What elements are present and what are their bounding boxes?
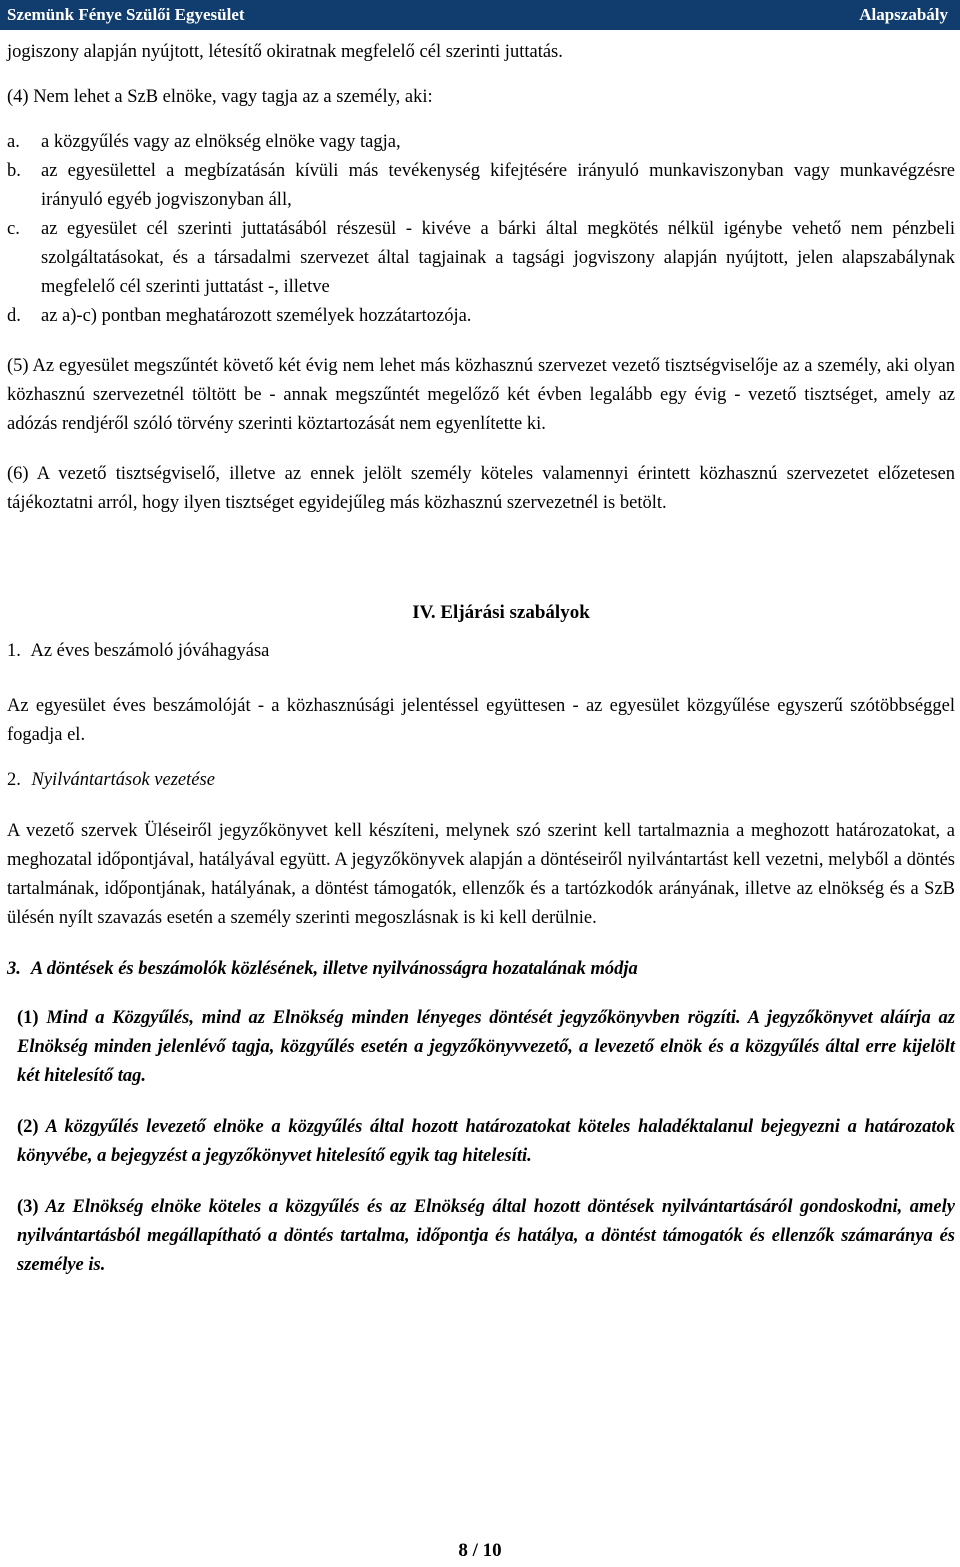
para-text: A közgyűlés levezető elnöke a közgyűlés által hozott határozatokat köteles haladéktalanul bejegyezni a határozatok könyvébe, a bejegyzést a jegyzőkönyvet hitelesítő egyik tag hitelesíti. (17, 1117, 955, 1166)
list-item-text: az egyesülettel a megbízatásán kívüli más tevékenység kifejtésére irányuló munkaviszonyban vagy munkavégzésre irányuló egyéb jogviszonyban áll, (41, 161, 955, 210)
intro-line: jogiszony alapján nyújtott, létesítő okiratnak megfelelő cél szerinti juttatás. (7, 42, 563, 62)
section-title: Az éves beszámoló jóváhagyása (30, 641, 270, 661)
list-item (7, 302, 955, 331)
p4-list (7, 128, 955, 331)
header-org-name: Szemünk Fénye Szülői Egyesület (7, 5, 245, 24)
document-body (7, 38, 955, 1280)
chapter-heading: IV. Eljárási szabályok (412, 602, 590, 623)
list-item (7, 157, 955, 215)
section-3-heading (7, 955, 955, 984)
paragraph-5: (5) Az egyesület megszűntét követő két évig nem lehet más közhasznú szervezet vezető tisztségviselője az a személy, aki olyan közhasznú szervezetnél töltött be - annak megszűntét megelőző két évben legalább egy évig - vezető tisztséget, amely az adózás rendjéről szóló törvény szerinti köztartozását nem egyenlítette ki. (7, 356, 955, 434)
section-number: 1. (7, 641, 21, 661)
list-marker: a. (7, 132, 20, 152)
para-number: (3) (17, 1197, 39, 1217)
list-marker: d. (7, 306, 21, 326)
list-marker: b. (7, 161, 21, 181)
list-item-text: az egyesület cél szerinti juttatásából részesül - kivéve a bárki által megkötés nélkül igénybe vehető nem pénzbeli szolgáltatásokat, és a társadalmi szervezet által tagjainak a tagsági jogviszony alapján nyújtott, jelen alapszabálynak megfelelő cél szerinti juttatást -, illetve (41, 219, 955, 297)
list-item (7, 128, 955, 157)
list-item-text: a közgyűlés vagy az elnökség elnöke vagy tagja, (41, 132, 401, 152)
section-2-heading (7, 766, 955, 795)
section-3-para-3 (7, 1193, 955, 1280)
section-3-para-1 (7, 1004, 955, 1091)
para-text: Az Elnökség elnöke köteles a közgyűlés és az Elnökség által hozott döntések nyilvántartásáról gondoskodni, amely nyilvántartásból megállapítható a döntés tartalma, időpontja és hatálya, a döntést támogatók és ellenzők számaránya és személye is. (17, 1197, 955, 1275)
para-number: (2) (17, 1117, 39, 1137)
para-text: Mind a Közgyűlés, mind az Elnökség minden lényeges döntését jegyzőkönyvben rögzíti. A jegyzőkönyvet aláírja az Elnökség minden jelenlévő tagja, közgyűlés esetén a jegyzőkönyvvezető, a levezető elnök és a közgyűlés által erre kijelölt két hitelesítő tag. (17, 1008, 955, 1086)
page-number: 8 / 10 (458, 1540, 502, 1561)
para-number: (1) (17, 1008, 39, 1028)
section-number: 3. (7, 959, 21, 979)
section-number: 2. (7, 770, 21, 790)
section-3-para-2 (7, 1113, 955, 1171)
p4-title: (4) Nem lehet a SzB elnöke, vagy tagja az a személy, aki: (7, 87, 433, 107)
section-2-body: A vezető szervek Üléseiről jegyzőkönyvet kell készíteni, melynek szó szerint kell tartalmaznia a meghozott határozatokat, a meghozatal időpontjával, hatályával együtt. A jegyzőkönyvek alapján a döntéseiről nyilvántartást kell vezetni, melyből a döntés tartalmának, időpontjának, hatályának, a döntést támogatók, ellenzők és a tartózkodók arányának, illetve az elnökség és a SzB ülésén nyílt szavazás esetén a személy szerinti megoszlásnak is ki kell derülnie. (7, 821, 955, 928)
list-marker: c. (7, 219, 20, 239)
section-1-body: Az egyesület éves beszámolóját - a közhasznúsági jelentéssel együttesen - az egyesület közgyűlése egyszerű szótöbbséggel fogadja el. (7, 696, 955, 745)
list-item (7, 215, 955, 302)
section-title: Nyilvántartások vezetése (31, 770, 215, 790)
list-item-text: az a)-c) pontban meghatározott személyek hozzátartozója. (41, 306, 472, 326)
header-doc-title: Alapszabály (859, 5, 948, 24)
section-title: A döntések és beszámolók közlésének, illetve nyilvánosságra hozatalának módja (30, 959, 638, 979)
page-header (0, 0, 960, 30)
paragraph-6: (6) A vezető tisztségviselő, illetve az ennek jelölt személy köteles valamennyi érintett közhasznú szervezetet előzetesen tájékoztatni arról, hogy ilyen tisztséget egyidejűleg más közhasznú szervezetnél is betölt. (7, 464, 955, 513)
section-1-heading (7, 637, 955, 666)
